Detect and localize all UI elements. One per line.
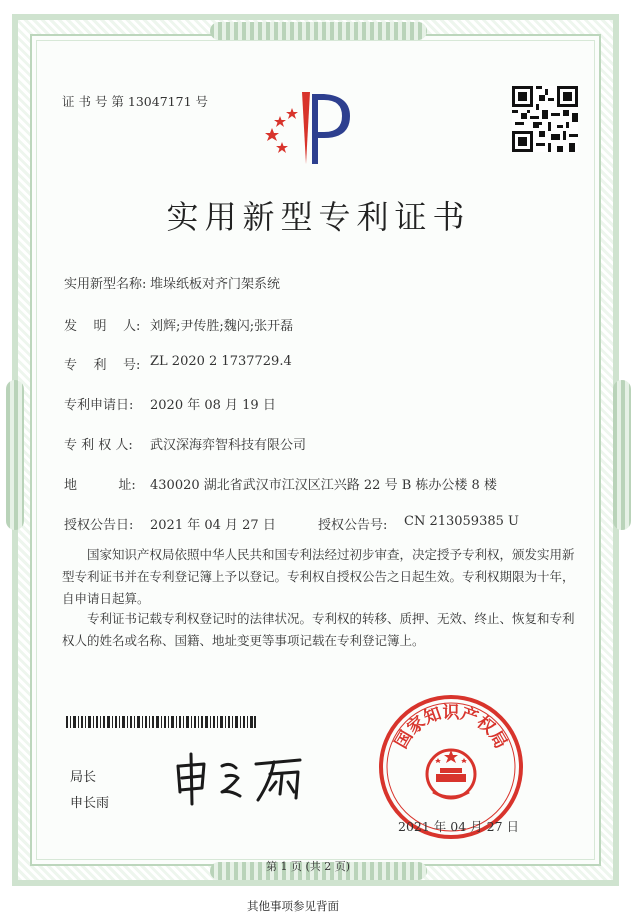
top-ornament [210,22,427,40]
grant-date-value: 2021 年 04 月 27 日 [150,518,276,533]
certificate-number: 证 书 号 第 13047171 号 [62,94,208,109]
right-ornament [613,380,631,530]
page-indicator: 第 1 页 (共 2 页) [266,860,351,873]
utility-name-value: 堆垛纸板对齐门架系统 [150,277,281,292]
filing-date-value: 2020 年 08 月 19 日 [150,398,276,413]
patent-office-logo-icon [262,86,362,166]
address-label: 地 址: [64,478,136,493]
grant-number-value: CN 213059385 U [404,514,519,529]
patentee-value: 武汉深海弈智科技有限公司 [150,438,307,453]
legal-paragraph-1: 国家知识产权局依照中华人民共和国专利法经过初步审查，决定授予专利权，颁发实用新型专利证书并在专利登记簿上予以登记。专利权自授权公告之日起生效。专利权期限为十年，自申请日起算。 [62,547,575,606]
certificate-title: 实用新型专利证书 [166,198,471,236]
inventor-value: 刘辉;尹传胜;魏闪;张开磊 [150,319,294,334]
footer-note: 其他事项参见背面 [247,899,339,913]
inventor-label: 发 明 人: [64,319,141,334]
seal-text: 国家知识产权局 [391,703,511,753]
patent-number-label: 专 利 号: [64,358,141,373]
patentee-label: 专 利 权 人: [64,438,133,453]
signatory-title: 局长 [70,770,97,785]
left-ornament [6,380,24,530]
utility-name-label: 实用新型名称: [64,277,147,292]
handwritten-signature-icon [170,748,320,808]
qr-code-icon [512,86,578,152]
seal-date: 2021 年 04 月 27 日 [398,819,519,834]
signatory-name: 申长雨 [70,796,110,811]
address-value: 430020 湖北省武汉市江汉区江兴路 22 号 B 栋办公楼 8 楼 [150,478,497,493]
barcode-icon [66,716,256,728]
grant-date-label: 授权公告日: [64,518,134,533]
legal-paragraph-2: 专利证书记载专利权登记时的法律状况。专利权的转移、质押、无效、终止、恢复和专利权人的姓名或名称、国籍、地址变更等事项记载在专利登记簿上。 [62,611,575,648]
filing-date-label: 专利申请日: [64,398,134,413]
grant-number-label: 授权公告号: [318,518,388,533]
patent-number-value: ZL 2020 2 1737729.4 [150,354,292,369]
